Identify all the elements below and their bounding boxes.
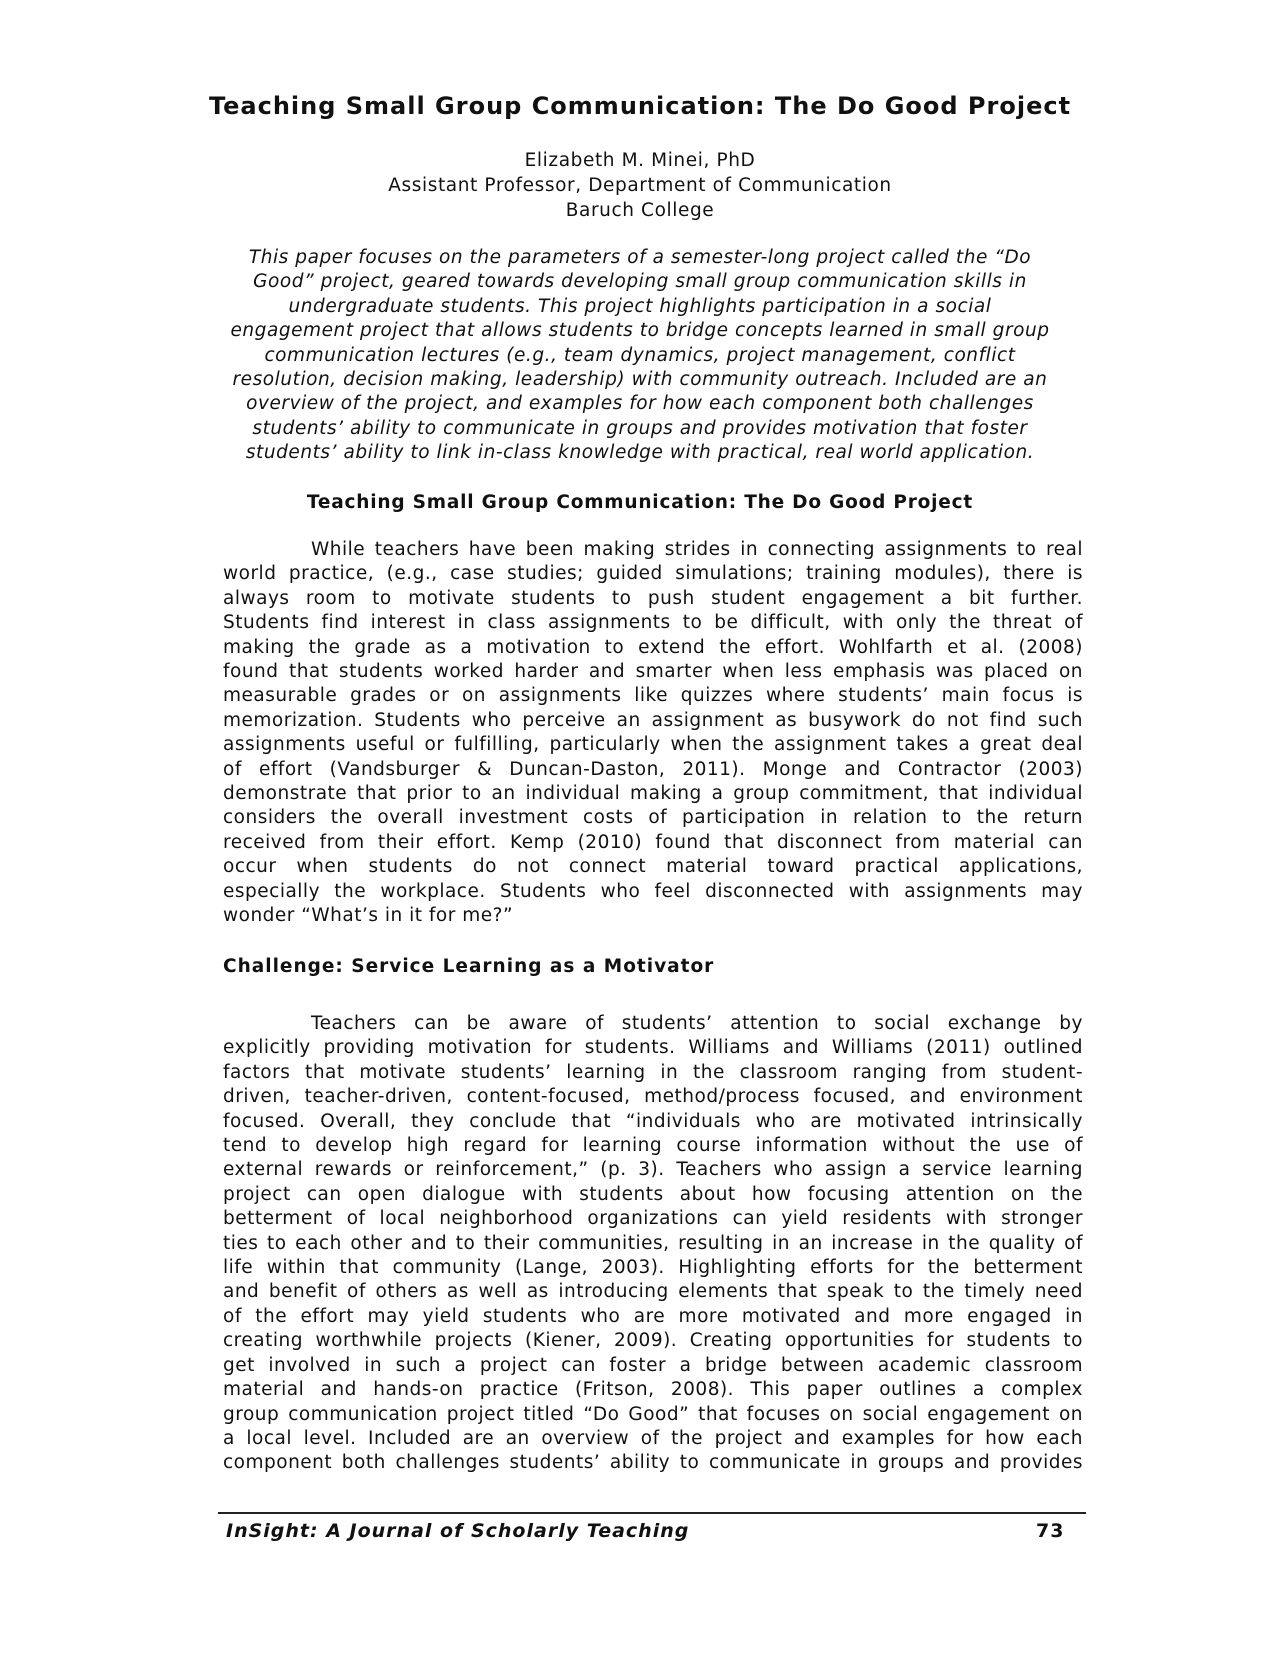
paragraph-line: especially the workplace. Students who feel disconnected with assignments may — [223, 880, 1083, 902]
paragraph-line: always room to motivate students to push student engagement a bit further. — [223, 587, 1083, 609]
author-position: Assistant Professor, Department of Communication — [388, 175, 892, 196]
footer-journal-title: InSight: A Journal of Scholarly Teaching — [226, 1520, 690, 1542]
author-block — [200, 148, 1080, 223]
paragraph-line: component both challenges students’ ability to communicate in groups and provides — [223, 1452, 1083, 1474]
footer-divider — [218, 1512, 1086, 1514]
abstract-line: overview of the project, and examples for how each component both challenges — [246, 393, 1034, 415]
paragraph-line: While teachers have been making strides in connecting assignments to real — [311, 539, 1083, 560]
abstract-line: This paper focuses on the parameters of a semester-long project called the “Do — [248, 247, 1032, 268]
paragraph-line: explicitly providing motivation for students. Williams and Williams (2011) outlined — [223, 1037, 1083, 1059]
paragraph-line: external rewards or reinforcement,” (p. 3). Teachers who assign a service learning — [223, 1159, 1083, 1181]
paragraph-line: project can open dialogue with students about how focusing attention on the — [223, 1183, 1083, 1205]
paragraph-line: creating worthwhile projects (Kiener, 2009). Creating opportunities for students to — [223, 1330, 1083, 1352]
paragraph-line: and benefit of others as well as introducing elements that speak to the timely need — [223, 1281, 1083, 1303]
paragraph-line: demonstrate that prior to an individual making a group commitment, that individual — [223, 783, 1083, 805]
abstract-line: communication lectures (e.g., team dynamics, project management, conflict — [264, 344, 1016, 366]
paragraph-line: considers the overall investment costs of participation in relation to the return — [223, 807, 1083, 829]
paragraph-line: life within that community (Lange, 2003). Highlighting efforts for the betterment — [223, 1257, 1083, 1279]
paragraph-line: material and hands-on practice (Fritson, 2008). This paper outlines a complex — [223, 1379, 1083, 1401]
paragraph-line: betterment of local neighborhood organizations can yield residents with stronger — [223, 1208, 1083, 1230]
paragraph-line: world practice, (e.g., case studies; guided simulations; training modules), there is — [223, 563, 1083, 585]
paragraph-line: received from their effort. Kemp (2010) found that disconnect from material can — [223, 831, 1083, 853]
paragraph-line: of the effort may yield students who are more motivated and more engaged in — [223, 1305, 1083, 1327]
paragraph-line: a local level. Included are an overview of the project and examples for how each — [223, 1427, 1083, 1449]
intro-paragraph — [223, 538, 1083, 929]
paragraph-line: wonder “What’s in it for me?” — [223, 905, 514, 927]
paragraph-line: Students find interest in class assignments to be difficult, with only the threat of — [223, 612, 1083, 634]
paragraph-line: memorization. Students who perceive an assignment as busywork do not find such — [223, 709, 1083, 731]
paragraph-line: tend to develop high regard for learning course information without the use of — [223, 1135, 1083, 1157]
abstract-line: engagement project that allows students to bridge concepts learned in small group — [230, 320, 1050, 342]
paragraph-line: of effort (Vandsburger & Duncan-Daston, 2011). Monge and Contractor (2003) — [223, 758, 1083, 780]
paragraph-line: making the grade as a motivation to extend the effort. Wohlfarth et al. (2008) — [223, 636, 1083, 658]
paragraph-line: assignments useful or fulfilling, particularly when the assignment takes a great deal — [223, 734, 1083, 756]
paper-title: Teaching Small Group Communication: The Do Good Project — [208, 92, 1072, 120]
paragraph-line: driven, teacher-driven, content-focused, method/process focused, and environment — [223, 1086, 1083, 1108]
paragraph-line: get involved in such a project can foster a bridge between academic classroom — [223, 1354, 1083, 1376]
paragraph-line: focused. Overall, they conclude that “individuals who are motivated intrinsically — [223, 1110, 1083, 1132]
abstract-line: resolution, decision making, leadership) with community outreach. Included are an — [232, 369, 1048, 391]
abstract-line: students’ ability to link in-class knowledge with practical, real world application. — [245, 442, 1035, 464]
abstract-line: Good” project, geared towards developing small group communication skills in — [253, 271, 1027, 293]
paragraph-line: measurable grades or on assignments like quizzes where students’ main focus is — [223, 685, 1083, 707]
paragraph-line: Teachers can be aware of students’ attention to social exchange by — [311, 1013, 1083, 1034]
paragraph-line: occur when students do not connect material toward practical applications, — [223, 856, 1083, 878]
paragraph-line: ties to each other and to their communities, resulting in an increase in the quality of — [223, 1232, 1083, 1254]
paragraph-line: group communication project titled “Do Good” that focuses on social engagement on — [223, 1403, 1083, 1425]
challenge-paragraph — [223, 1012, 1083, 1476]
abstract-line: undergraduate students. This project highlights participation in a social — [288, 295, 992, 317]
abstract-line: students’ ability to communicate in groups and provides motivation that foster — [252, 417, 1028, 439]
paragraph-line: found that students worked harder and smarter when less emphasis was placed on — [223, 661, 1083, 683]
author-institution: Baruch College — [565, 200, 715, 221]
section-title: Teaching Small Group Communication: The Do Good Project — [306, 492, 974, 513]
abstract — [200, 246, 1080, 466]
author-name: Elizabeth M. Minei, PhD — [524, 150, 756, 171]
paragraph-line: factors that motivate students’ learning in the classroom ranging from student- — [223, 1061, 1083, 1083]
page-number: 73 — [1036, 1520, 1065, 1542]
subheading: Challenge: Service Learning as a Motivator — [223, 956, 715, 977]
